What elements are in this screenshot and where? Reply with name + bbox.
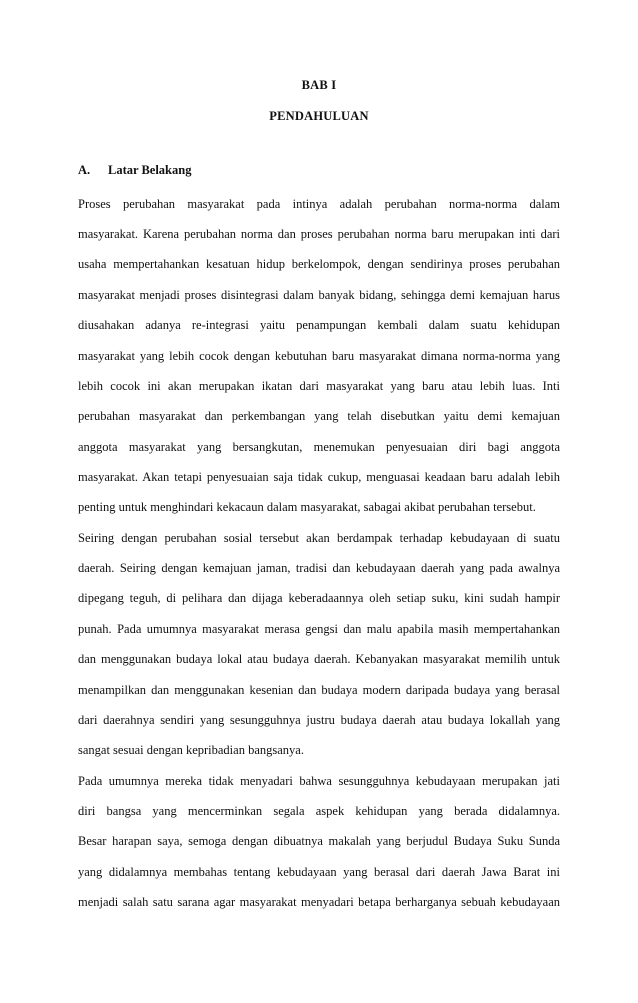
body-text-line: yang didalamnya membahas tentang kebudayaan yang berasal dari daerah Jawa Barat ini <box>78 865 560 879</box>
body-text-line: masyarakat yang lebih cocok dengan kebutuhan baru masyarakat dimana norma-norma yang <box>78 349 560 363</box>
body-text-line: masyarakat. Karena perubahan norma dan proses perubahan norma baru merupakan inti dari <box>78 227 560 241</box>
body-text-line: diusahakan adanya re-integrasi yaitu penampungan kembali dalam suatu kehidupan <box>78 318 560 332</box>
body-text-line: menjadi salah satu sarana agar masyarakat menyadari betapa berharganya sebuah kebudayaan <box>78 895 560 909</box>
body-text-line: daerah. Seiring dengan kemajuan jaman, tradisi dan kebudayaan daerah yang pada awalnya <box>78 561 560 575</box>
section-heading <box>78 163 191 178</box>
body-text-line: Proses perubahan masyarakat pada intinya adalah perubahan norma-norma dalam <box>78 197 560 211</box>
body-text-line: sangat sesuai dengan kepribadian bangsanya. <box>78 743 304 757</box>
section-title: Latar Belakang <box>108 163 192 177</box>
section-number: A. <box>78 163 91 177</box>
body-text-line: dari daerahnya sendiri yang sesungguhnya justru budaya daerah atau budaya lokallah yang <box>78 713 560 727</box>
body-text-line: lebih cocok ini akan merupakan ikatan dari masyarakat yang baru atau lebih luas. Inti <box>78 379 560 393</box>
body-text-line: anggota masyarakat yang bersangkutan, menemukan penyesuaian diri bagi anggota <box>78 440 560 454</box>
body-text-line: Pada umumnya mereka tidak menyadari bahwa sesungguhnya kebudayaan merupakan jati <box>78 774 560 788</box>
body-text-line: dipegang teguh, di pelihara dan dijaga keberadaannya oleh setiap suku, kini sudah hampir <box>78 591 560 605</box>
body-text-line: diri bangsa yang mencerminkan segala aspek kehidupan yang berada didalamnya. <box>78 804 560 818</box>
body-text-line: masyarakat menjadi proses disintegrasi dalam banyak bidang, sehingga demi kemajuan harus <box>78 288 560 302</box>
chapter-label: BAB I <box>301 78 337 92</box>
body-text-line: punah. Pada umumnya masyarakat merasa gengsi dan malu apabila masih mempertahankan <box>78 622 560 636</box>
body-text-line: penting untuk menghindari kekacaun dalam masyarakat, sabagai akibat perubahan tersebut. <box>78 500 536 514</box>
body-text-line: usaha mempertahankan kesatuan hidup berkelompok, dengan sendirinya proses perubahan <box>78 257 560 271</box>
body-text-line: perubahan masyarakat dan perkembangan yang telah disebutkan yaitu demi kemajuan <box>78 409 560 423</box>
body-text-line: Seiring dengan perubahan sosial tersebut akan berdampak terhadap kebudayaan di suatu <box>78 531 560 545</box>
body-text-line: masyarakat. Akan tetapi penyesuaian saja tidak cukup, menguasai keadaan baru adalah lebih <box>78 470 560 484</box>
body-text-line: dan menggunakan budaya lokal atau budaya daerah. Kebanyakan masyarakat memilih untuk <box>78 652 560 666</box>
body-text-line: Besar harapan saya, semoga dengan dibuatnya makalah yang berjudul Budaya Suku Sunda <box>78 834 560 848</box>
body-text-line: menampilkan dan menggunakan kesenian dan budaya modern daripada budaya yang berasal <box>78 683 560 697</box>
chapter-title: PENDAHULUAN <box>269 109 369 123</box>
